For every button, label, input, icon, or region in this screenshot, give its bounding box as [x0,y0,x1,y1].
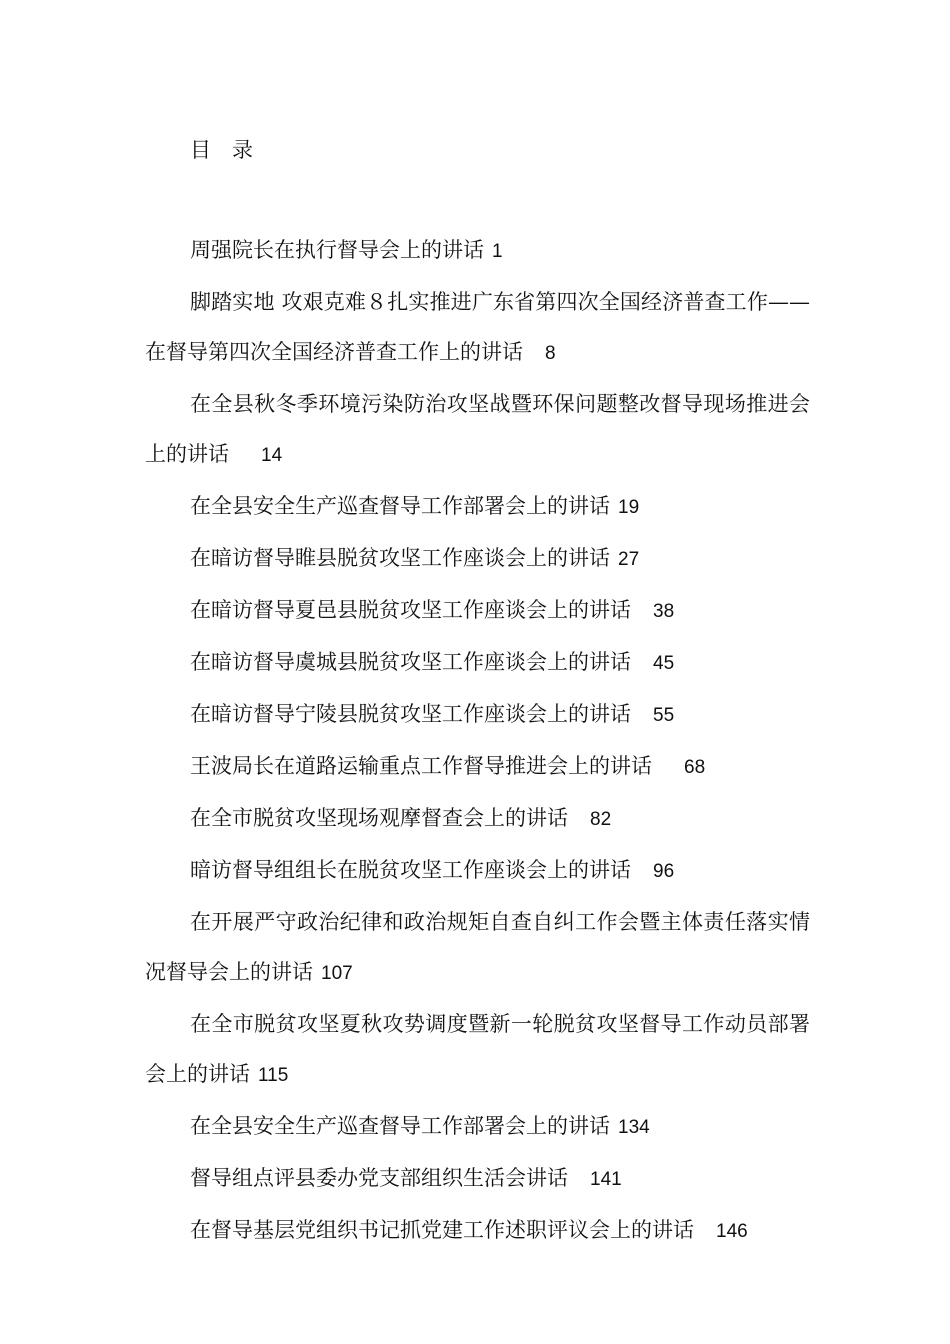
toc-entry-page: 38 [653,601,675,622]
toc-entry-text: 在全市脱贫攻坚现场观摩督查会上的讲话 [190,806,568,830]
toc-entry-page: 55 [653,705,675,726]
toc-entry [145,533,810,585]
toc-entry-page: 1 [492,241,503,262]
toc-entry-page: 68 [684,757,706,778]
toc-entry-text: 周强院长在执行督导会上的讲话 [190,238,484,262]
toc-entry-text: 在开展严守政治纪律和政治规矩自查自纠工作会暨主体责任落实情况督导会上的讲话 [145,910,810,984]
toc-entry-page: 19 [618,497,640,518]
toc-entry-page: 96 [653,861,675,882]
toc-entry [145,481,810,533]
toc-entry-text: 王波局长在道路运输重点工作督导推进会上的讲话 [190,754,652,778]
toc-entry-page: 14 [261,445,283,466]
toc-title: 目 录 [190,138,253,162]
toc-entry-page: 115 [258,1065,289,1086]
toc-entry [145,637,810,689]
toc-entry [145,225,810,277]
toc-entry [145,741,810,793]
toc-entry-page: 107 [321,963,353,984]
toc-entry-text: 在暗访督导宁陵县脱贫攻坚工作座谈会上的讲话 [190,702,631,726]
toc-entry-text: 在暗访督导睢县脱贫攻坚工作座谈会上的讲话 [190,546,610,570]
toc-list [145,225,810,1257]
toc-entry-text: 在全市脱贫攻坚夏秋攻势调度暨新一轮脱贫攻坚督导工作动员部署会上的讲话 [145,1012,810,1086]
toc-entry-text: 在全县安全生产巡查督导工作部署会上的讲话 [190,494,610,518]
toc-entry [145,1205,810,1257]
toc-entry [145,999,810,1101]
toc-entry [145,897,810,999]
toc-entry [145,689,810,741]
toc-entry-page: 141 [590,1169,622,1190]
toc-entry [145,845,810,897]
toc-entry-text: 在全县秋冬季环境污染防治攻坚战暨环保问题整改督导现场推进会上的讲话 [145,392,810,466]
toc-entry-text: 在暗访督导夏邑县脱贫攻坚工作座谈会上的讲话 [190,598,631,622]
toc-entry-page: 27 [618,549,640,570]
toc-entry [145,1153,810,1205]
toc-entry [145,793,810,845]
toc-entry-text: 脚踏实地 攻艰克难８扎实推进广东省第四次全国经济普查工作——在督导第四次全国经济普查工作上的讲话 [145,290,810,364]
toc-entry [145,1101,810,1153]
toc-entry [145,379,810,481]
toc-entry-page: 8 [545,343,556,364]
toc-entry-text: 暗访督导组组长在脱贫攻坚工作座谈会上的讲话 [190,858,631,882]
toc-entry [145,585,810,637]
toc-entry-page: 45 [653,653,675,674]
toc-entry-text: 在全县安全生产巡查督导工作部署会上的讲话 [190,1114,610,1138]
toc-entry-page: 146 [716,1221,748,1242]
toc-entry [145,277,810,379]
toc-entry-page: 82 [590,809,612,830]
toc-entry-text: 督导组点评县委办党支部组织生活会讲话 [190,1166,568,1190]
toc-entry-text: 在督导基层党组织书记抓党建工作述职评议会上的讲话 [190,1218,694,1242]
toc-entry-text: 在暗访督导虞城县脱贫攻坚工作座谈会上的讲话 [190,650,631,674]
toc-entry-page: 134 [618,1117,650,1138]
